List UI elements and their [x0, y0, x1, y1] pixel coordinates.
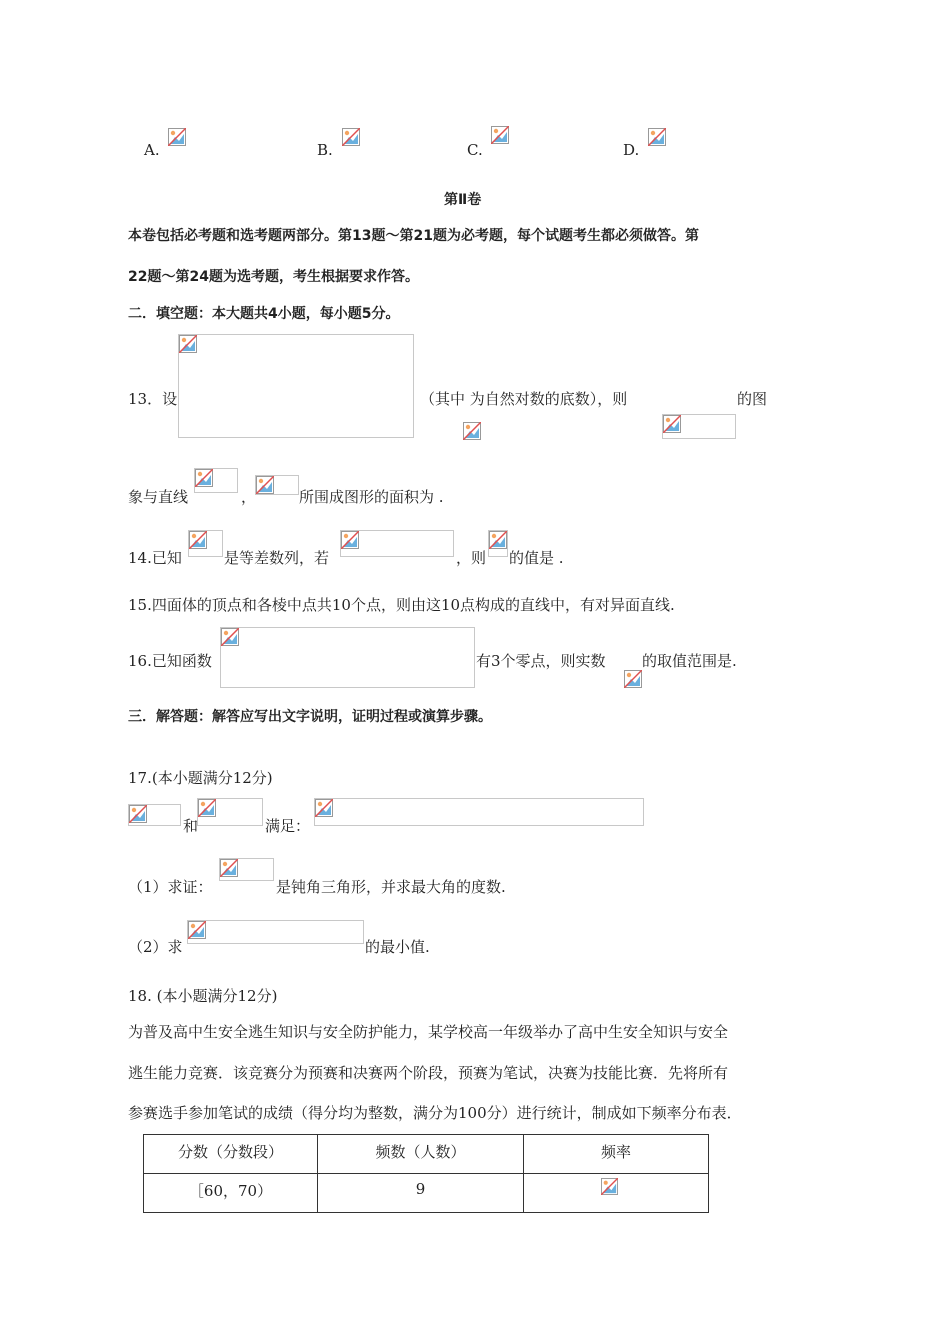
intro-line-2: 22题～第24题为选考题，考生根据要求作答。 — [128, 269, 419, 285]
q17-part2-b: 的最小值. — [365, 938, 430, 956]
broken-image-icon — [624, 670, 642, 688]
broken-image-icon — [221, 628, 239, 646]
broken-image-icon — [663, 415, 681, 433]
broken-image-icon — [491, 126, 509, 144]
q16-b: 有3个零点，则实数 — [476, 652, 606, 670]
broken-image-icon — [315, 799, 333, 817]
q17-and: 和 — [183, 817, 199, 835]
option-c-image — [491, 126, 509, 144]
broken-image-icon — [198, 799, 216, 817]
broken-image-icon — [195, 469, 213, 487]
broken-image-icon — [129, 805, 147, 823]
broken-image-icon — [189, 531, 207, 549]
q13-prefix: 13．设 — [128, 390, 178, 408]
section3-title: 三．解答题：解答应写出文字说明，证明过程或演算步骤。 — [128, 709, 492, 725]
q13-graph-image — [662, 414, 736, 439]
q13-line-image-2 — [255, 475, 299, 495]
broken-image-icon — [220, 859, 238, 877]
table-header-row — [144, 1135, 709, 1174]
broken-image-icon — [489, 531, 507, 549]
q17-part1-b: 是钝角三角形，并求最大角的度数. — [276, 878, 506, 896]
broken-image-icon — [188, 921, 206, 939]
q13-line-image-1 — [194, 468, 238, 493]
q14-target-image — [488, 530, 508, 557]
q14-sequence-image — [188, 530, 223, 557]
q16-function-image — [220, 627, 475, 688]
q15: 15.四面体的顶点和各棱中点共10个点，则由这10点构成的直线中，有对异面直线. — [128, 596, 675, 614]
q14-b: 是等差数列，若 — [224, 549, 330, 567]
q18-title: 18. (本小题满分12分) — [128, 987, 278, 1005]
cell-count: 9 — [318, 1174, 524, 1213]
option-c-label: C. — [467, 141, 483, 159]
broken-image-icon — [648, 128, 666, 146]
table-row — [144, 1174, 709, 1213]
q17-var-image-1 — [128, 804, 181, 826]
q16-a-image — [624, 670, 642, 688]
intro-line-1: 本卷包括必考题和选考题两部分。第13题～第21题为必考题，每个试题考生都必须做答。第 — [128, 228, 699, 244]
q13-line2-a: 象与直线 — [128, 488, 189, 506]
broken-image-icon — [463, 422, 481, 440]
q18-line-1: 为普及高中生安全逃生知识与安全防护能力，某学校高一年级举办了高中生安全知识与安全 — [128, 1023, 729, 1041]
q17-part2-a: （2）求 — [128, 938, 183, 956]
q14-condition-image — [340, 530, 454, 557]
cell-frequency — [524, 1174, 709, 1213]
q13-mid: （其中 为自然对数的底数），则 — [420, 390, 628, 408]
option-b-label: B. — [317, 141, 333, 159]
part2-title: 第Ⅱ卷 — [444, 192, 482, 208]
q13-e-image — [463, 422, 481, 440]
header-score: 分数（分数段） — [144, 1135, 318, 1174]
broken-image-icon — [179, 335, 197, 353]
broken-image-icon — [341, 531, 359, 549]
q17-var-image-2 — [197, 798, 263, 826]
q16-a: 16.已知函数 — [128, 652, 212, 670]
q14-c: ，则 — [456, 549, 487, 567]
broken-image-icon — [601, 1178, 618, 1195]
q14-a: 14.已知 — [128, 549, 182, 567]
option-d-label: D. — [623, 141, 640, 159]
q17-title: 17.(本小题满分12分) — [128, 769, 273, 787]
q17-part1-a: （1）求证： — [128, 878, 213, 896]
header-count: 频数（人数） — [318, 1135, 524, 1174]
q18-line-3: 参赛选手参加笔试的成绩（得分均为整数，满分为100分）进行统计，制成如下频率分布表． — [128, 1104, 742, 1122]
q17-condition-image — [314, 798, 644, 826]
option-a-image — [168, 128, 186, 146]
q13-line2-c: 所围成图形的面积为 . — [299, 488, 444, 506]
frequency-table — [143, 1134, 709, 1213]
q17-expression-image — [187, 920, 364, 944]
header-frequency: 频率 — [524, 1135, 709, 1174]
q14-d: 的值是 . — [509, 549, 564, 567]
q17-triangle-image — [219, 858, 274, 881]
option-a-label: A. — [144, 141, 160, 159]
q13-line2-b: ， — [241, 488, 257, 506]
q13-suffix: 的图 — [737, 390, 768, 408]
broken-image-icon — [168, 128, 186, 146]
option-d-image — [648, 128, 666, 146]
broken-image-icon — [256, 476, 274, 494]
q17-satisfy: 满足： — [265, 817, 311, 835]
cell-score-range: ［60，70） — [144, 1174, 318, 1213]
q13-function-image — [178, 334, 414, 438]
q16-c: 的取值范围是. — [642, 652, 737, 670]
option-b-image — [342, 128, 360, 146]
q18-line-2: 逃生能力竞赛．该竞赛分为预赛和决赛两个阶段，预赛为笔试，决赛为技能比赛．先将所有 — [128, 1064, 729, 1082]
broken-image-icon — [342, 128, 360, 146]
section2-title: 二．填空题：本大题共4小题，每小题5分。 — [128, 306, 400, 322]
